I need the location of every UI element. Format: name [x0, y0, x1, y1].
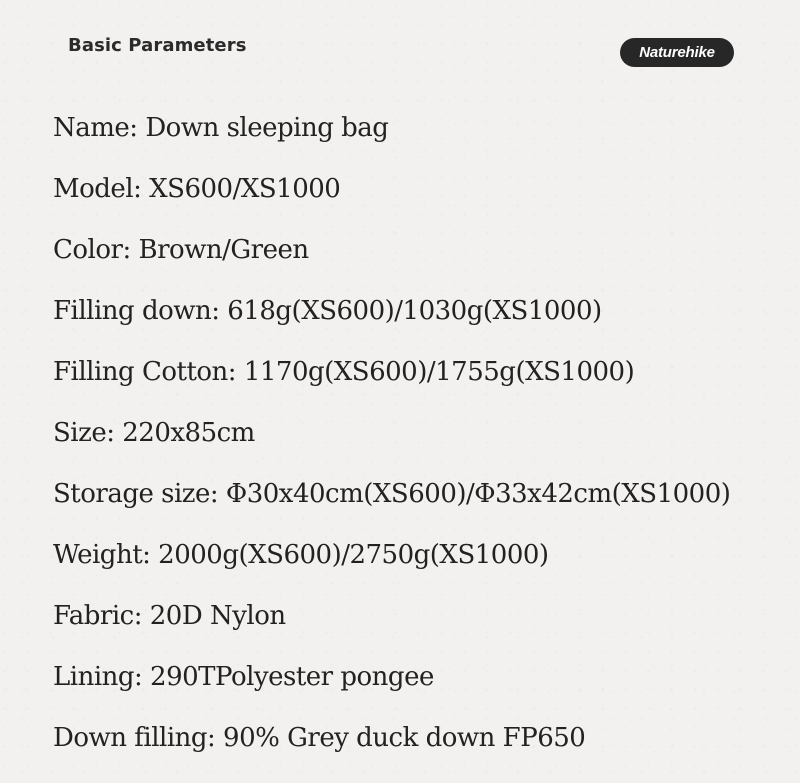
param-down-filling: Down filling: 90% Grey duck down FP650 [53, 723, 586, 753]
param-storage-size: Storage size: Φ30x40cm(XS600)/Φ33x42cm(XS1000) [53, 479, 731, 509]
brand-logo-text: Naturehike [639, 44, 715, 61]
param-model: Model: XS600/XS1000 [53, 174, 341, 204]
param-filling-down: Filling down: 618g(XS600)/1030g(XS1000) [53, 296, 602, 326]
parameter-list [53, 106, 730, 777]
param-size: Size: 220x85cm [53, 418, 255, 448]
param-color: Color: Brown/Green [53, 235, 309, 265]
page-title: Basic Parameters [68, 35, 247, 56]
param-fabric: Fabric: 20D Nylon [53, 601, 286, 631]
param-name: Name: Down sleeping bag [53, 113, 389, 143]
param-lining: Lining: 290TPolyester pongee [53, 662, 434, 692]
param-filling-cotton: Filling Cotton: 1170g(XS600)/1755g(XS1000) [53, 357, 635, 387]
brand-logo-badge [620, 38, 734, 67]
param-weight: Weight: 2000g(XS600)/2750g(XS1000) [53, 540, 549, 570]
